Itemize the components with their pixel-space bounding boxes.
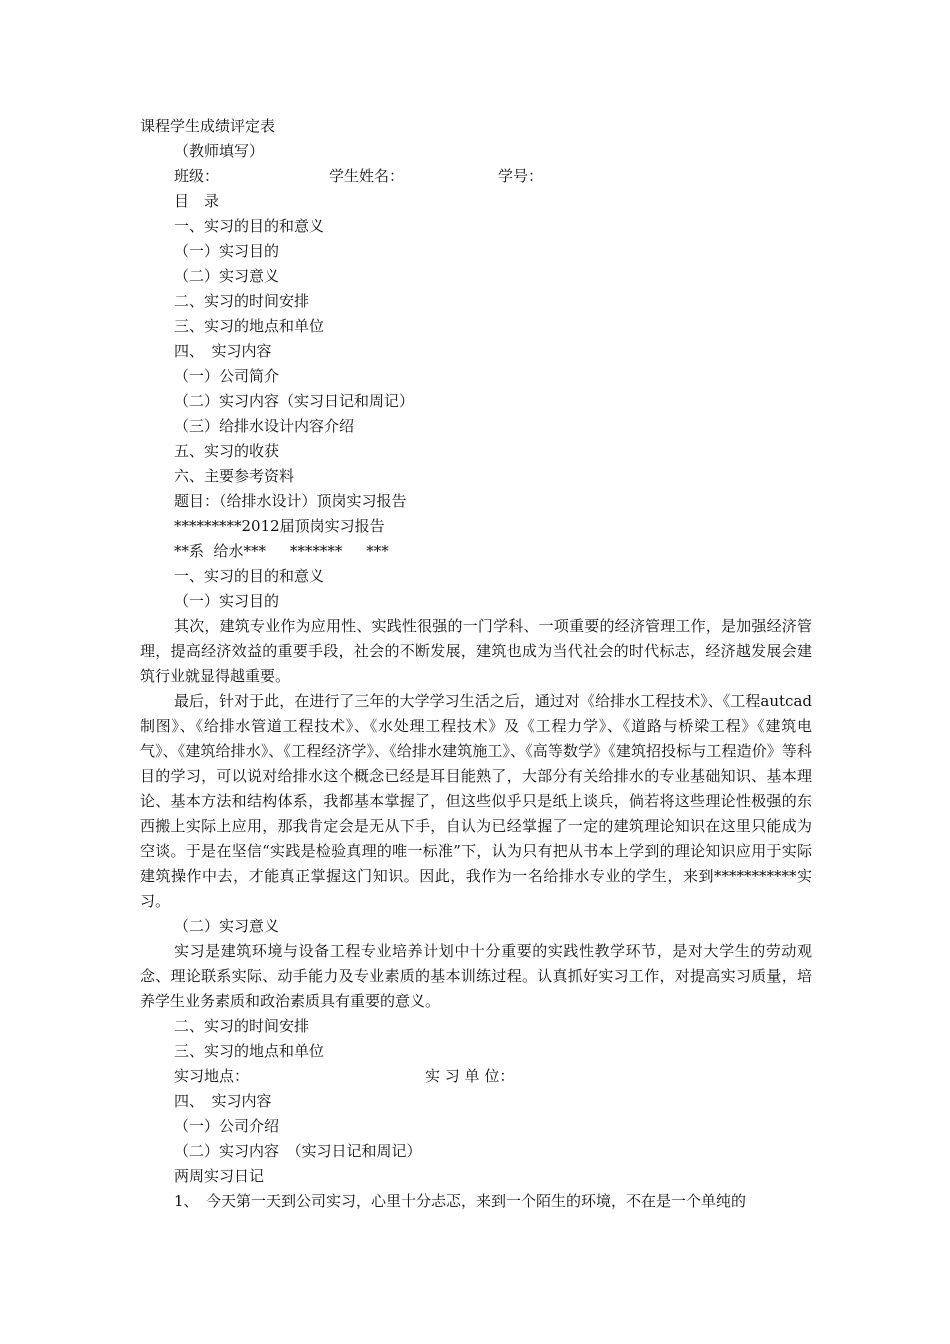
report-topic: 题目：（给排水设计）顶岗实习报告: [174, 492, 407, 510]
body-paragraph: 最后，针对于此，在进行了三年的大学学习生活之后，通过对《给排水工程技术》、《工程autcad制图》、《给排水管道工程技术》、《水处理工程技术》及《工程力学》、《道路与桥梁工程》《建筑电气》、《建筑给排水》、《工程经济学》、《给排水建筑施工》、《高等数学》《建筑招投标与工程造价》等科目的学习，可以说对给排水这个概念已经是耳目能熟了，大部分有关给排水的专业基础知识、基本理论、基本方法和结构体系，我都基本掌握了，但这些似乎只是纸上谈兵，倘若将这些理论性极强的东西搬上实际上应用，那我肯定会是无从下手，自认为已经掌握了一定的建筑理论知识在这里只能成为空谈。于是在坚信“实践是检验真理的唯一标准”下，认为只有把从书本上学到的理论知识应用于实际建筑操作中去，才能真正掌握这门知识。因此，我作为一名给排水专业的学生，来到***********实习。: [140, 692, 812, 910]
subsection-heading: （二）实习意义: [174, 917, 280, 935]
teacher-fill-note: （教师填写）: [174, 142, 265, 160]
toc-item: （一）公司简介: [174, 367, 280, 385]
internship-unit-label: 实 习 单 位：: [425, 1067, 515, 1085]
toc-item: 四、 实习内容: [174, 342, 272, 360]
form-title: 课程学生成绩评定表: [140, 117, 276, 135]
document-page: [140, 114, 812, 1214]
toc-item: 一、实习的目的和意义: [174, 217, 325, 235]
student-name-label: 学生姓名：: [329, 167, 405, 185]
diary-heading: 两周实习日记: [174, 1167, 265, 1185]
toc-item: （二）实习意义: [174, 267, 280, 285]
toc-item: 二、实习的时间安排: [174, 292, 310, 310]
section-heading: 二、实习的时间安排: [174, 1017, 310, 1035]
toc-item: （三）给排水设计内容介绍: [174, 417, 355, 435]
student-info-row: [140, 164, 812, 189]
toc-item: 三、实习的地点和单位: [174, 317, 325, 335]
student-id-label: 学号：: [498, 167, 544, 185]
body-paragraph: 实习是建筑环境与设备工程专业培养计划中十分重要的实践性教学环节，是对大学生的劳动观念、理论联系实际、动手能力及专业素质的基本训练过程。认真抓好实习工作，对提高实习质量，培养学生业务素质和政治素质具有重要的意义。: [140, 942, 812, 1010]
section-heading: 一、实习的目的和意义: [174, 567, 325, 585]
toc-item: （二）实习内容（实习日记和周记）: [174, 392, 415, 410]
toc-item: 五、实习的收获: [174, 442, 280, 460]
body-paragraph: 其次，建筑专业作为应用性、实践性很强的一门学科、一项重要的经济管理工作，是加强经济管理，提高经济效益的重要手段，社会的不断发展，建筑也成为当代社会的时代标志，经济越发展会建筑行业就显得越重要。: [140, 617, 812, 685]
toc-item: （一）实习目的: [174, 242, 280, 260]
section-heading: 三、实习的地点和单位: [174, 1042, 325, 1060]
toc-heading: 目 录: [174, 192, 220, 210]
diary-entry: 1、 今天第一天到公司实习，心里十分忐忑，来到一个陌生的环境，不在是一个单纯的: [174, 1192, 747, 1210]
subsection-heading: （二）实习内容 （实习日记和周记）: [174, 1142, 422, 1160]
department-line: **系 给水*** ******* ***: [174, 542, 389, 560]
subsection-heading: （一）实习目的: [174, 592, 280, 610]
section-heading: 四、 实习内容: [174, 1092, 272, 1110]
place-unit-row: [140, 1064, 812, 1089]
toc-item: 六、主要参考资料: [174, 467, 295, 485]
report-title: *********2012届顶岗实习报告: [174, 517, 385, 535]
subsection-heading: （一）公司介绍: [174, 1117, 280, 1135]
class-label: 班级：: [174, 167, 220, 185]
internship-place-label: 实习地点：: [174, 1067, 250, 1085]
